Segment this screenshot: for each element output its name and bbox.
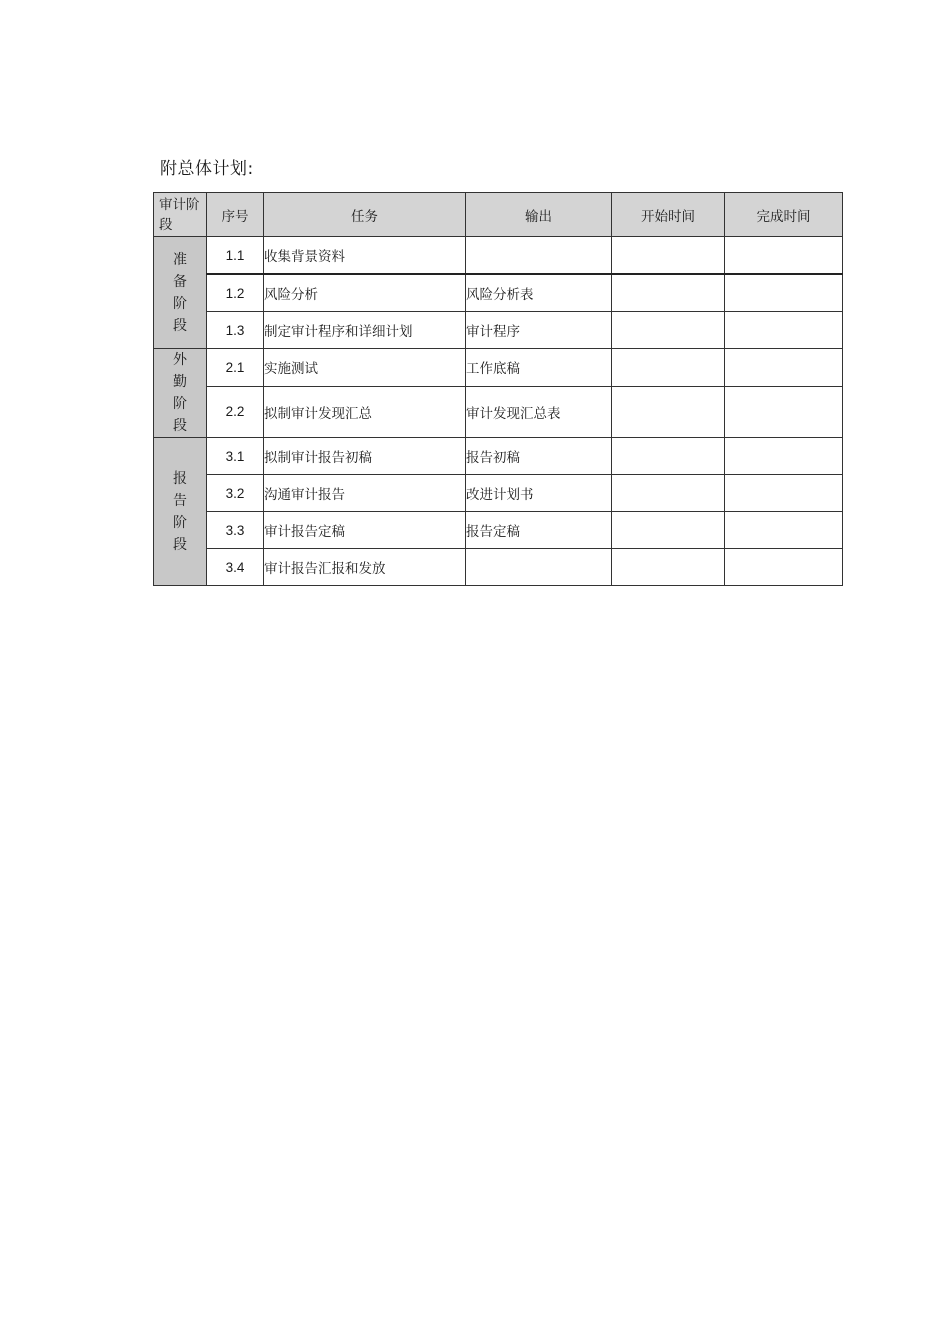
header-task: 任务 (264, 193, 466, 237)
table-row (154, 237, 843, 275)
row-finish-time (725, 512, 843, 549)
table-header-row (154, 193, 843, 237)
table-row (154, 349, 843, 387)
row-finish-time (725, 386, 843, 437)
row-output: 风险分析表 (466, 274, 612, 312)
row-task: 拟制审计发现汇总 (264, 386, 466, 437)
header-start-time: 开始时间 (612, 193, 725, 237)
row-output (466, 549, 612, 586)
row-output: 工作底稿 (466, 349, 612, 387)
header-output: 输出 (466, 193, 612, 237)
row-task: 审计报告定稿 (264, 512, 466, 549)
row-finish-time (725, 349, 843, 387)
header-finish-time: 完成时间 (725, 193, 843, 237)
row-output (466, 237, 612, 275)
row-start-time (612, 512, 725, 549)
row-finish-time (725, 438, 843, 475)
row-task: 拟制审计报告初稿 (264, 438, 466, 475)
row-task: 收集背景资料 (264, 237, 466, 275)
row-finish-time (725, 549, 843, 586)
row-start-time (612, 274, 725, 312)
row-number: 3.4 (207, 549, 264, 586)
audit-plan-table (153, 192, 843, 586)
row-number: 3.2 (207, 475, 264, 512)
table-row (154, 312, 843, 349)
row-number: 1.1 (207, 237, 264, 275)
row-output: 改进计划书 (466, 475, 612, 512)
row-task: 审计报告汇报和发放 (264, 549, 466, 586)
row-output: 审计程序 (466, 312, 612, 349)
table-row (154, 512, 843, 549)
row-start-time (612, 349, 725, 387)
row-output: 审计发现汇总表 (466, 386, 612, 437)
row-number: 2.2 (207, 386, 264, 437)
row-start-time (612, 312, 725, 349)
stage-cell-preparation: 准备阶段 (154, 237, 207, 349)
row-finish-time (725, 312, 843, 349)
header-number: 序号 (207, 193, 264, 237)
table-row (154, 438, 843, 475)
row-start-time (612, 386, 725, 437)
page-heading: 附总体计划: (160, 159, 254, 179)
table-row (154, 475, 843, 512)
row-start-time (612, 237, 725, 275)
table-row (154, 386, 843, 437)
row-output: 报告定稿 (466, 512, 612, 549)
table-row (154, 274, 843, 312)
row-start-time (612, 549, 725, 586)
row-start-time (612, 438, 725, 475)
row-task: 实施测试 (264, 349, 466, 387)
row-number: 1.3 (207, 312, 264, 349)
row-finish-time (725, 274, 843, 312)
stage-cell-reporting: 报告阶段 (154, 438, 207, 586)
row-task: 制定审计程序和详细计划 (264, 312, 466, 349)
row-task: 风险分析 (264, 274, 466, 312)
row-finish-time (725, 475, 843, 512)
row-number: 3.1 (207, 438, 264, 475)
row-output: 报告初稿 (466, 438, 612, 475)
row-number: 1.2 (207, 274, 264, 312)
table-row (154, 549, 843, 586)
row-start-time (612, 475, 725, 512)
row-finish-time (725, 237, 843, 275)
stage-cell-fieldwork: 外勤阶段 (154, 349, 207, 438)
row-task: 沟通审计报告 (264, 475, 466, 512)
row-number: 3.3 (207, 512, 264, 549)
header-stage: 审计阶段 (154, 193, 207, 237)
row-number: 2.1 (207, 349, 264, 387)
